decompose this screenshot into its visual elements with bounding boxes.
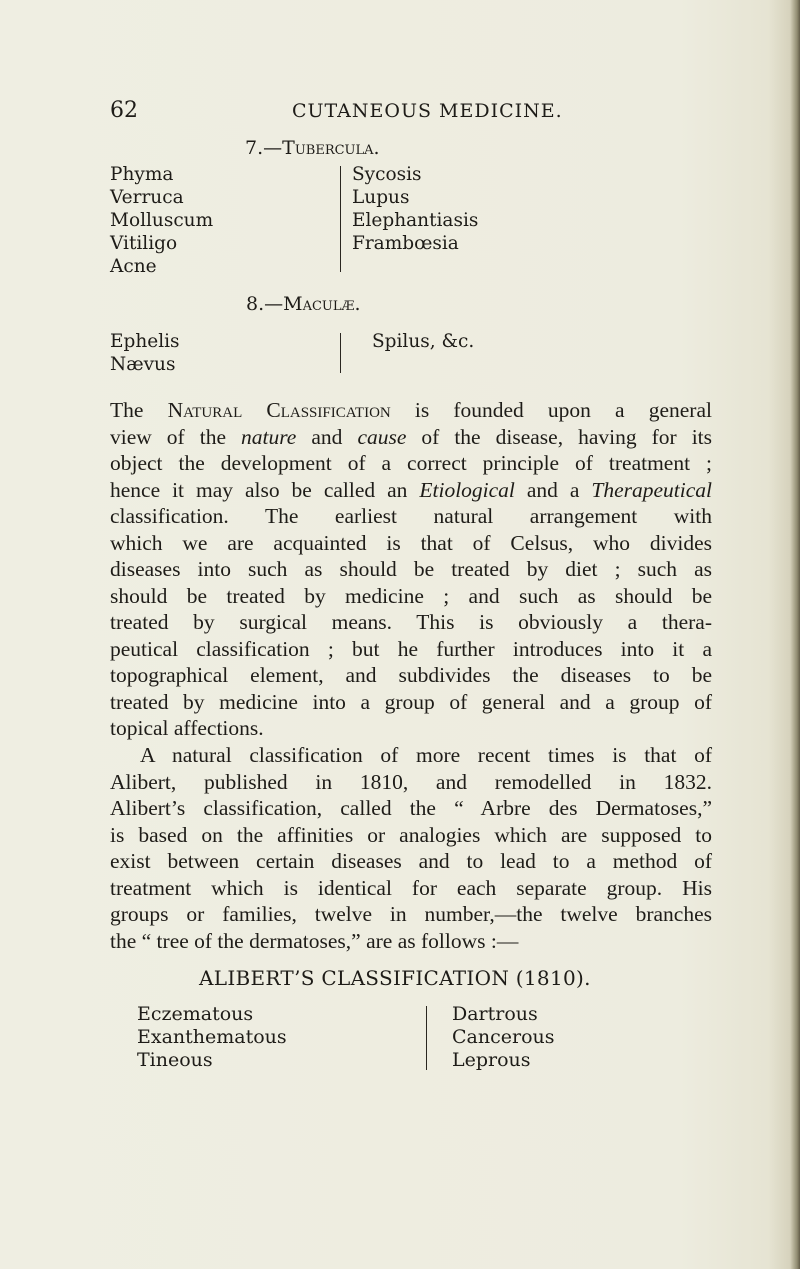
text-line: object the development of a correct principle of treatment ; <box>110 451 712 475</box>
section-number: 7. <box>245 137 264 159</box>
text-line: Alibert’s classification, called the “ Arbre des Dermatoses,” <box>110 796 712 820</box>
list-item: Spilus, &c. <box>372 331 475 352</box>
section-number: 8. <box>246 293 265 315</box>
text-line: treated by medicine into a group of general and a group of <box>110 689 712 714</box>
text-fragment: and <box>296 424 358 449</box>
text-fragment: view of the <box>110 424 242 449</box>
list-item: Acne <box>110 256 157 277</box>
text-line: the “ tree of the dermatoses,” are as follows :— <box>110 928 519 953</box>
text-line: classification. The earliest natural arrangement with <box>110 504 712 528</box>
section-heading-maculae: 8.—Maculæ. <box>246 293 361 315</box>
text-line: diseases into such as should be treated by diet ; such as <box>110 557 712 581</box>
text-fragment: is founded upon a general <box>390 398 712 422</box>
list-item: Cancerous <box>452 1026 555 1048</box>
list-item: Vitiligo <box>110 233 178 254</box>
text-fragment: of the disease, having for its <box>406 424 713 449</box>
text-line: topical affections. <box>110 716 264 740</box>
list-item: Ephelis <box>110 331 180 352</box>
text-fragment: hence it may also be called an <box>110 477 420 502</box>
text-line: exist between certain diseases and to lead to a method of <box>110 849 712 873</box>
list-item: Leprous <box>452 1049 531 1071</box>
text-fragment: Natural Classification <box>167 398 391 422</box>
text-line: is based on the affinities or analogies which are supposed to <box>110 822 712 847</box>
running-head: CUTANEOUS MEDICINE. <box>292 100 563 122</box>
page-edge-shadow <box>790 0 800 1269</box>
list-item: Sycosis <box>352 164 422 185</box>
paragraph-alibert <box>110 742 712 954</box>
column-divider <box>340 166 341 272</box>
text-line: peutical classification ; but he further introduces into it a <box>110 636 712 661</box>
list-item: Verruca <box>110 187 184 208</box>
list-item: Eczematous <box>137 1003 254 1025</box>
text-line <box>110 424 712 451</box>
text-line: treated by surgical means. This is obviously a thera- <box>110 610 712 634</box>
list-item: Nævus <box>110 354 176 375</box>
section-label: Tubercula. <box>282 137 380 159</box>
text-line: treatment which is identical for each separate group. His <box>110 875 712 900</box>
text-fragment: nature <box>241 424 297 449</box>
list-item: Dartrous <box>452 1003 538 1025</box>
text-fragment: Etiological <box>419 477 515 502</box>
text-fragment: and a <box>514 477 592 502</box>
text-fragment: cause <box>357 424 407 449</box>
text-fragment: The <box>110 398 168 422</box>
section-heading-tubercula: 7.—Tubercula. <box>245 137 380 159</box>
text-line: should be treated by medicine ; and such as should be <box>110 583 712 608</box>
text-line: Alibert, published in 1810, and remodelled in 1832. <box>110 769 712 794</box>
list-item: Exanthematous <box>137 1026 287 1048</box>
text-line: A natural classification of more recent times is that of <box>140 743 712 767</box>
text-fragment: Therapeutical <box>591 477 712 502</box>
text-line <box>110 397 712 424</box>
list-item: Frambœsia <box>352 233 459 254</box>
list-item: Lupus <box>352 187 410 208</box>
column-divider <box>340 333 341 373</box>
text-line: which we are acquainted is that of Celsus, who divides <box>110 530 712 555</box>
list-item: Elephantiasis <box>352 210 479 231</box>
list-item: Tineous <box>137 1049 213 1071</box>
list-item: Phyma <box>110 164 174 185</box>
list-item: Molluscum <box>110 210 214 231</box>
section-label: Maculæ. <box>283 293 361 315</box>
text-line <box>110 477 712 504</box>
paragraph-natural-classification <box>110 397 712 742</box>
alibert-classification-title: ALIBERT’S CLASSIFICATION (1810). <box>199 966 591 990</box>
text-line: topographical element, and subdivides the diseases to be <box>110 663 712 687</box>
text-line: groups or families, twelve in number,—the twelve branches <box>110 902 712 926</box>
page-number: 62 <box>110 98 138 123</box>
column-divider <box>426 1006 427 1070</box>
